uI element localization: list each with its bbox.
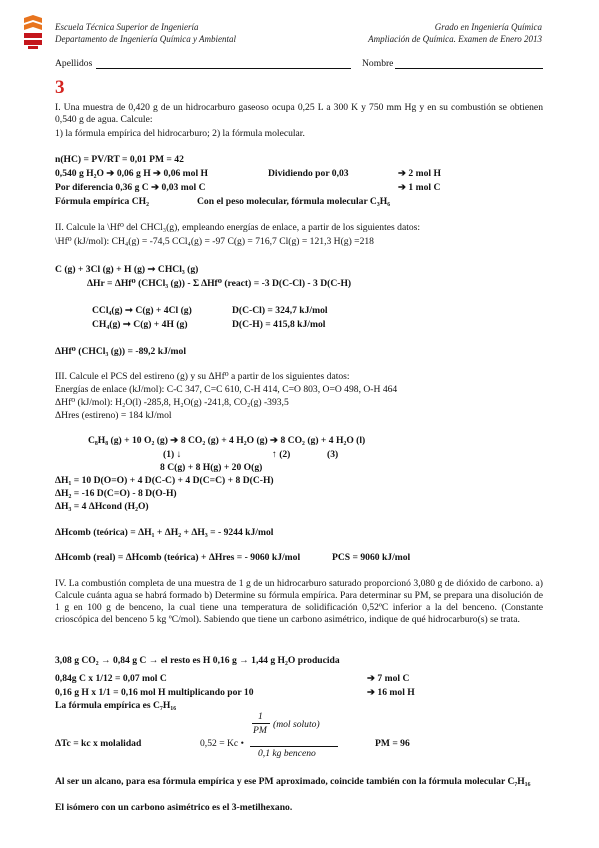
university-logo [22, 14, 44, 50]
part4-empirical: La fórmula empírica es C₇H₁₆ [55, 700, 177, 711]
degree-name: Grado en Ingeniería Química [434, 22, 542, 32]
part4-step3-result: ➔ 16 mol H [367, 687, 415, 698]
surname-label: Apellidos [55, 58, 93, 69]
part1-molecular: Con el peso molecular, fórmula molecular C₃H₆ [197, 196, 391, 207]
part4-isomer: El isómero con un carbono asimétrico es el 3-metilhexano. [55, 802, 293, 813]
part3-statement: III. Calcule el PCS del estireno (g) y su ΔHf⁰ a partir de los siguientes datos: [55, 371, 350, 382]
part1-statement: I. Una muestra de 0,420 g de un hidrocarburo gaseoso ocupa 0,25 L a 300 K y 750 mm Hg y en su combustión se obtienen 0,540 g de agua. Calcule: [55, 102, 543, 125]
part3-dh1: ΔH₁ = 10 D(O=O) + 4 D(C-C) + 4 D(C=C) + 8 D(C-H) [55, 475, 274, 486]
school-name: Escuela Técnica Superior de Ingeniería [55, 22, 199, 32]
part3-resonance: ΔHres (estireno) = 184 kJ/mol [55, 410, 172, 421]
part1-line3: Por diferencia 0,36 g C ➔ 0,03 mol C [55, 182, 206, 193]
part3-pcs: PCS = 9060 kJ/mol [332, 552, 411, 563]
part2-result: ΔHf⁰ (CHCl₃ (g)) = -89,2 kJ/mol [55, 346, 187, 357]
part1-questions: 1) la fórmula empírica del hidrocarburo; 2) la fórmula molecular. [55, 128, 305, 139]
name-field[interactable] [395, 68, 543, 69]
part3-atoms: 8 C(g) + 8 H(g) + 20 O(g) [160, 462, 263, 473]
part3-equation: C₈H₈ (g) + 10 O₂ (g) ➔ 8 CO₂ (g) + 4 H₂O (g) ➔ 8 CO₂ (g) + 4 H₂O (l) [88, 435, 366, 446]
department-name: Departamento de Ingeniería Química y Ambiental [55, 34, 237, 44]
part4-step3: 0,16 g H x 1/1 = 0,16 mol H multiplicando por 10 [55, 687, 254, 698]
part4-cryoscopy: ΔTc = kc x molalidad [55, 738, 142, 749]
part4-eq-pm: PM [253, 725, 267, 736]
part1-line2-divide: Dividiendo por 0,03 [268, 168, 349, 179]
part1-line2-result: ➔ 2 mol H [398, 168, 441, 179]
part4-inner-fraction-bar [252, 723, 270, 724]
part4-pm: PM = 96 [375, 738, 410, 749]
part4-eq-unit: (mol soluto) [273, 719, 320, 730]
part1-line3-result: ➔ 1 mol C [398, 182, 441, 193]
course-name: Ampliación de Química. Examen de Enero 2013 [368, 34, 542, 44]
name-label: Nombre [362, 58, 394, 69]
part4-fraction-bar [250, 746, 338, 747]
part2-enthalpy: ΔHr = ΔHf⁰ (CHCl₃ (g)) - Σ ΔHf⁰ (react) = -3 D(C-Cl) - 3 D(C-H) [87, 278, 352, 289]
part3-bonds: Energías de enlace (kJ/mol): C-C 347, C=C 610, C-H 414, C=O 803, O=O 498, O-H 464 [55, 384, 398, 395]
exam-number: 3 [55, 77, 65, 98]
part2-reaction: C (g) + 3Cl (g) + H (g) ➞ CHCl₃ (g) [55, 264, 199, 275]
part1-line1: n(HC) = PV/RT = 0,01 PM = 42 [55, 154, 184, 165]
part3-formation: ΔHf⁰ (kJ/mol): H₂O(l) -285,8, H₂O(g) -241,8, CO₂(g) -393,5 [55, 397, 289, 408]
part3-step1: (1) ↓ [163, 449, 182, 460]
part3-theoretical: ΔHcomb (teórica) = ΔH₁ + ΔH₂ + ΔH₃ = - 9244 kJ/mol [55, 527, 274, 538]
part1-empirical: Fórmula empírica CH₂ [55, 196, 149, 207]
surname-field[interactable] [96, 68, 351, 69]
part4-eq-denominator: 0,1 kg benceno [258, 748, 316, 759]
part1-line2: 0,540 g H₂O ➔ 0,06 g H ➔ 0,06 mol H [55, 168, 208, 179]
part4-step2: 0,84g C x 1/12 = 0,07 mol C [55, 673, 167, 684]
part4-step2-result: ➔ 7 mol C [367, 673, 410, 684]
part3-dh2: ΔH₂ = -16 D(C=O) - 8 D(O-H) [55, 488, 177, 499]
part3-dh3: ΔH₃ = 4 ΔHcond (H₂O) [55, 501, 149, 512]
part2-statement: II. Calcule la \Hf⁰ del CHCl₃(g), empleando energías de enlace, a partir de los siguientes datos: [55, 222, 421, 233]
part2-ch4: CH₄(g) ➞ C(g) + 4H (g) [92, 319, 188, 330]
part3-step3: (3) [327, 449, 339, 460]
part2-dch: D(C-H) = 415,8 kJ/mol [232, 319, 326, 330]
part4-eq-one: 1 [258, 711, 263, 722]
part4-conclusion: Al ser un alcano, para esa fórmula empírica y ese PM aproximado, coincide también con la fórmula molecular C₇H₁₆ [55, 776, 531, 787]
part4-step1: 3,08 g CO₂ → 0,84 g C → el resto es H 0,16 g → 1,44 g H₂O producida [55, 655, 340, 666]
part2-ccl4: CCl₄(g) ➞ C(g) + 4Cl (g) [92, 305, 192, 316]
part3-real: ΔHcomb (real) = ΔHcomb (teórica) + ΔHres = - 9060 kJ/mol [55, 552, 301, 563]
part4-eq-left: 0,52 = Kc • [200, 738, 244, 749]
part2-dccl: D(C-Cl) = 324,7 kJ/mol [232, 305, 328, 316]
part3-step2: ↑ (2) [272, 449, 291, 460]
part4-statement: IV. La combustión completa de una muestra de 1 g de un hidrocarburo saturado proporcionó 3,080 g de dióxido de carbono. a) Calcule cuánta agua se habrá formado b) Determine su fórmula empírica. Para determinar su PM, se prepara una disolución de 1 g en 100 g de benceno, la cual tiene una temperatura de solidificación 0,52ºC inferior a la del benceno. (Constante crioscópica del benceno 5 kg ºC/mol). Sabiendo que tiene un carbono asimétrico, indique de qué hidrocarburo(s) se trata. [55, 578, 543, 625]
part2-data: \Hf⁰ (kJ/mol): CH₄(g) = -74,5 CCl₄(g) = -97 C(g) = 716,7 Cl(g) = 121,3 H(g) =218 [55, 236, 374, 247]
